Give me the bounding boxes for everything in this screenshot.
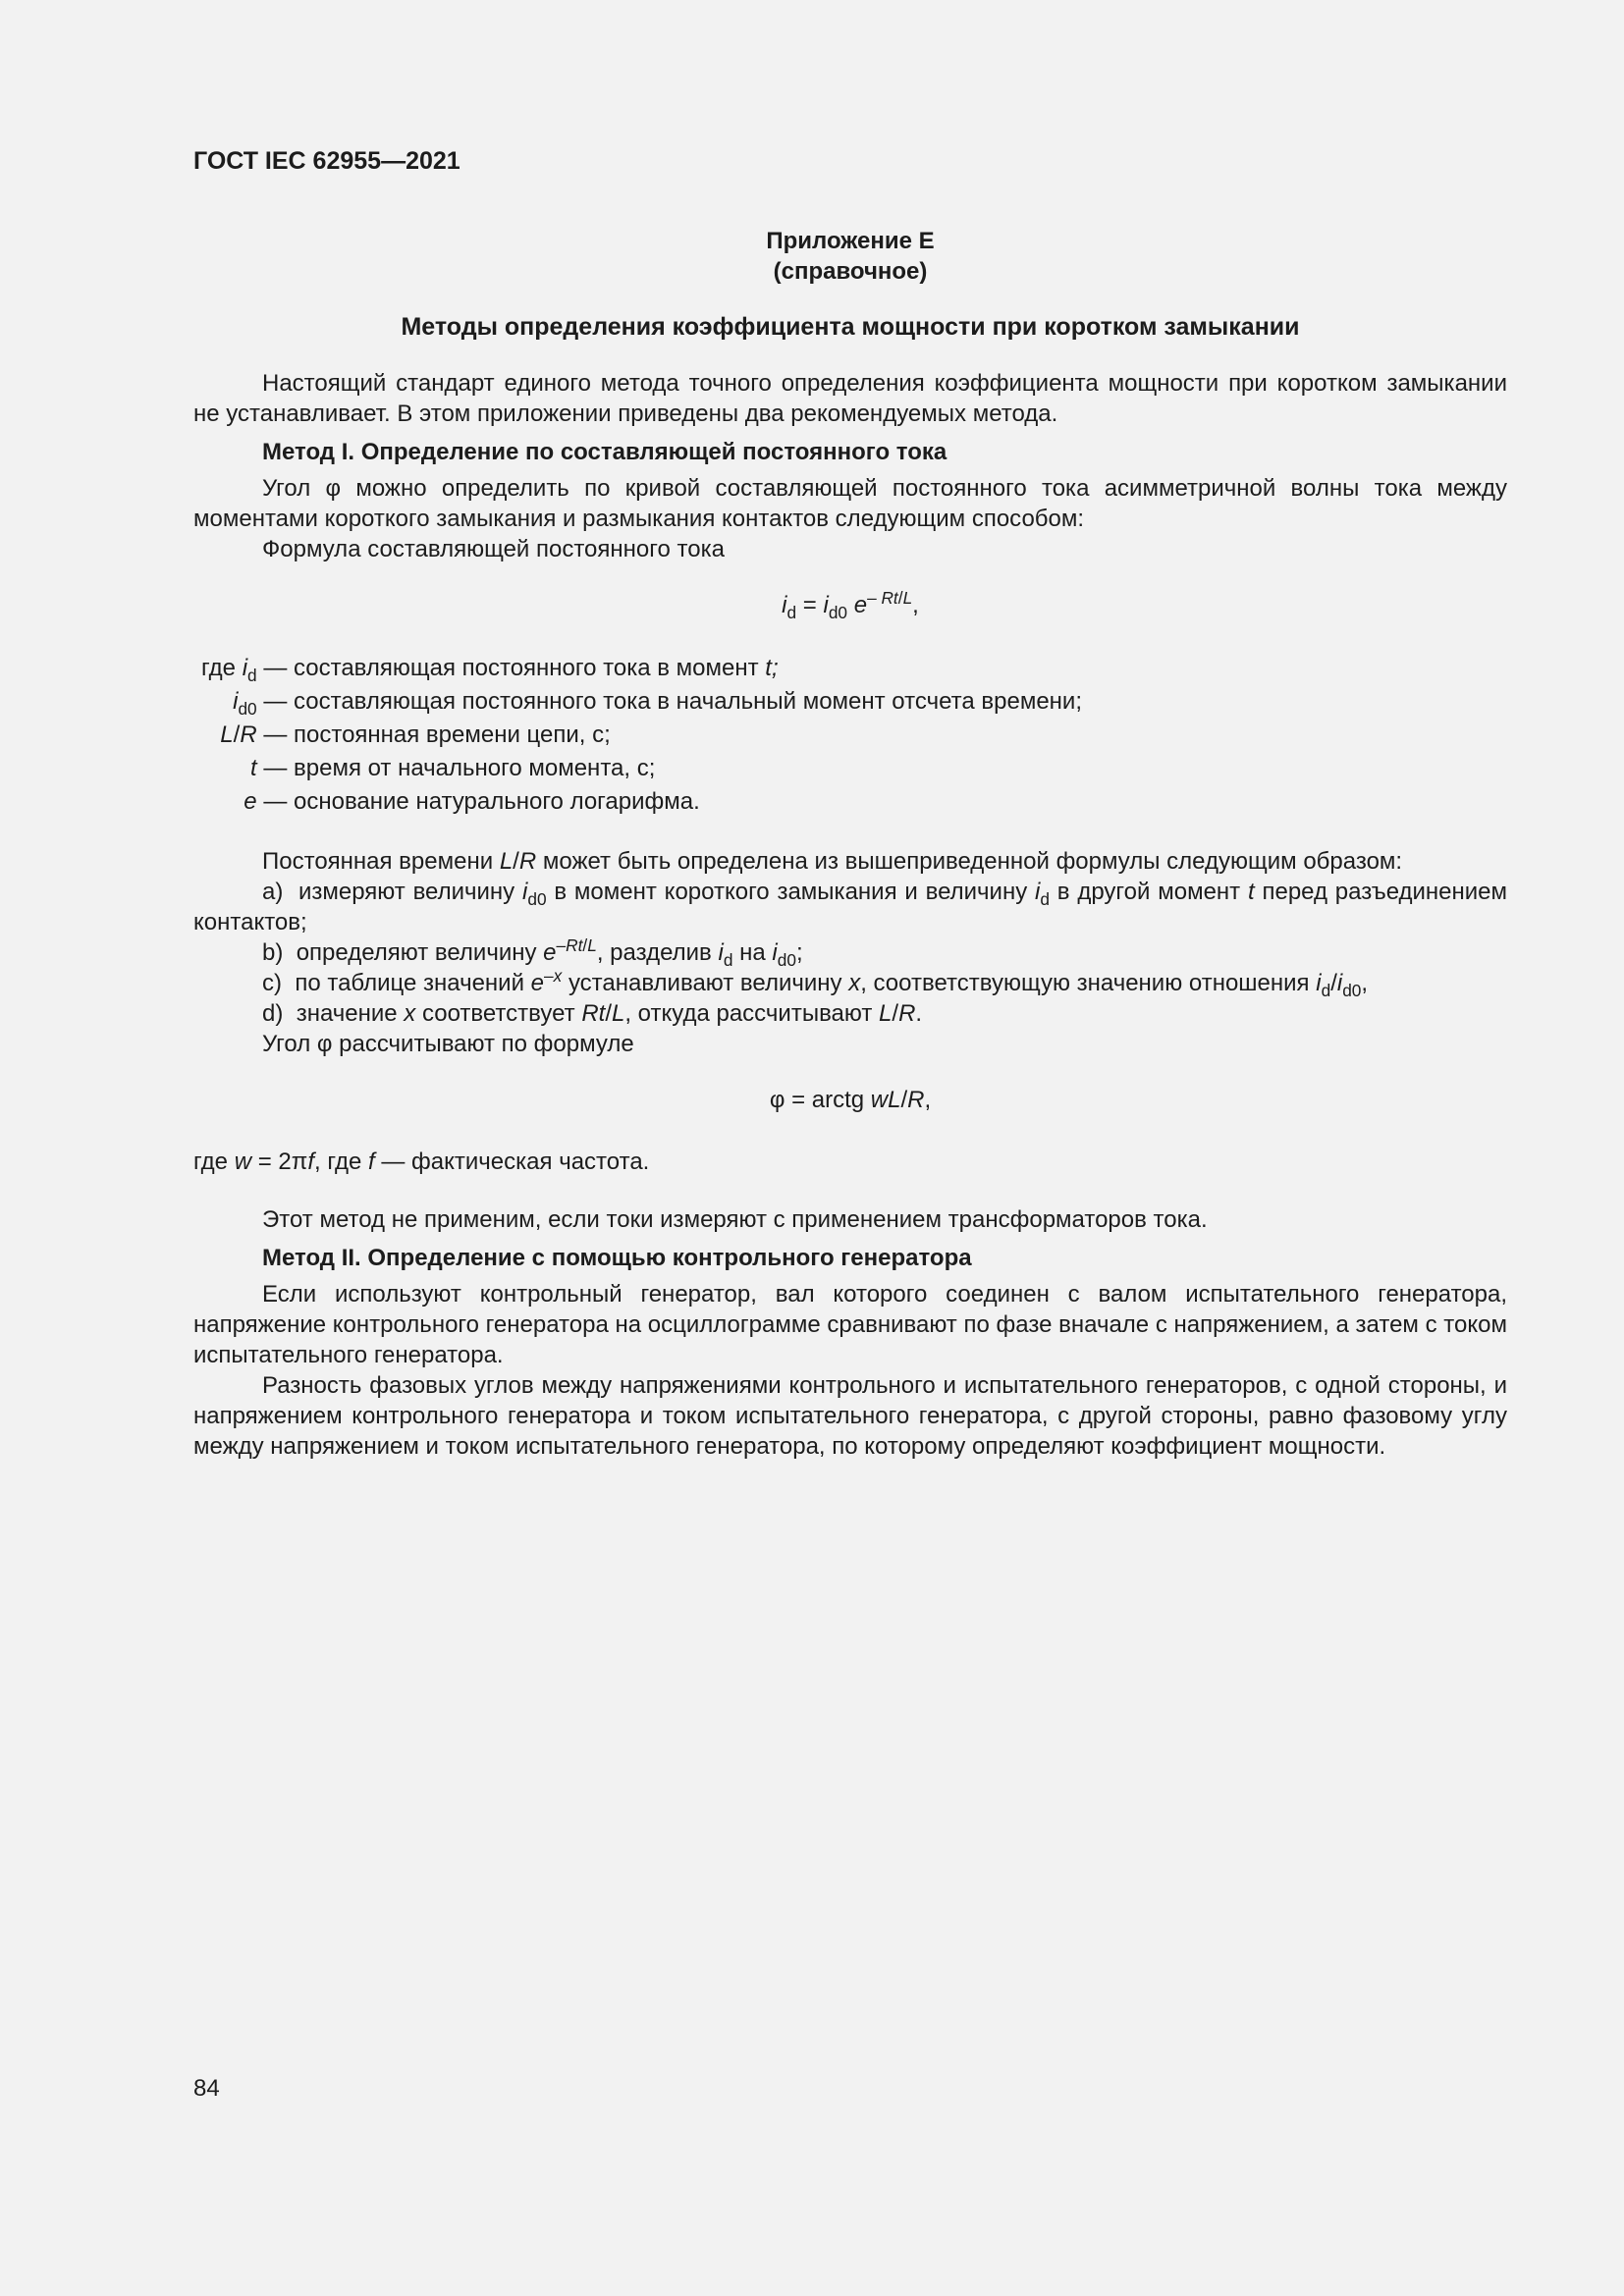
omega-definition: где w = 2πf, где f — фактическая частота. bbox=[193, 1148, 650, 1175]
annex-title: Методы определения коэффициента мощности при коротком замыкании bbox=[401, 313, 1300, 341]
document-header: ГОСТ IEC 62955—2021 bbox=[193, 147, 460, 175]
step-a: a) измеряют величину $i_{d0}$ в момент короткого замыкания и величину $i_d$ в другой момент t перед разъединением контактов; bbox=[193, 879, 1508, 935]
where-row: $i_{d0}$ — составляющая постоянного тока в начальный момент отсчета времени; bbox=[233, 688, 1082, 719]
annex-label: Приложение Е bbox=[766, 228, 935, 254]
page-number: 84 bbox=[193, 2075, 220, 2102]
dc-component-formula: $i_d = i_{d0}$ $e^{- Rt/L}$, bbox=[782, 588, 919, 622]
where-row: L/R — постоянная времени цепи, с; bbox=[220, 721, 611, 748]
method2-paragraph-1: Если используют контрольный генератор, вал которого соединен с валом испытательного генератора, напряжение контрольного генератора на осциллограмме сравнивают по фазе вначале с напряжением, а затем с током испытательного генератора. bbox=[193, 1281, 1507, 1368]
method1-heading: Метод I. Определение по составляющей постоянного тока bbox=[262, 439, 947, 465]
step-b: b) определяют величину $e^{-Rt/L}$, разделив $i_d$ на $i_{d0}$; bbox=[262, 935, 803, 970]
step-d: d) значение x соответствует Rt/L, откуда рассчитывают L/R. bbox=[262, 1000, 923, 1027]
method1-paragraph: Угол φ можно определить по кривой составляющей постоянного тока асимметричной волны тока между моментами короткого замыкания и размыкания контактов следующим способом: bbox=[193, 475, 1507, 532]
angle-formula: φ = arctg wL/R, bbox=[769, 1087, 932, 1113]
method1-formula-intro: Формула составляющей постоянного тока bbox=[262, 536, 725, 562]
method2-heading: Метод II. Определение с помощью контрольного генератора bbox=[262, 1245, 972, 1271]
where-row: где $i_d$ — составляющая постоянного тока в момент t; bbox=[201, 655, 779, 685]
annex-status: (справочное) bbox=[773, 258, 928, 285]
angle-line: Угол φ рассчитывают по формуле bbox=[262, 1031, 634, 1057]
method2-paragraph-2: Разность фазовых углов между напряжениями контрольного и испытательного генераторов, с одной стороны, и напряжением контрольного генератора и током испытательного генератора, с другой стороны, равно фазовому углу между напряжением и током испытательного генератора, по которому определяют коэффициент мощности. bbox=[193, 1372, 1507, 1460]
time-constant-intro: Постоянная времени L/R может быть определена из вышеприведенной формулы следующим образом: bbox=[262, 848, 1403, 875]
where-row: t — время от начального момента, с; bbox=[249, 755, 656, 781]
where-list bbox=[201, 652, 1082, 819]
method1-note: Этот метод не применим, если токи измеряют с применением трансформаторов тока. bbox=[262, 1206, 1208, 1233]
intro-paragraph: Настоящий стандарт единого метода точного определения коэффициента мощности при коротком замыкании не устанавливает. В этом приложении приведены два рекомендуемых метода. bbox=[193, 370, 1507, 427]
step-c: c) по таблице значений $e^{-x}$ устанавливают величину x, соответствующую значению отношения $i_d/i_{d0}$, bbox=[262, 966, 1369, 1000]
page-content bbox=[193, 226, 1507, 1462]
where-row: e — основание натурального логарифма. bbox=[244, 788, 700, 815]
